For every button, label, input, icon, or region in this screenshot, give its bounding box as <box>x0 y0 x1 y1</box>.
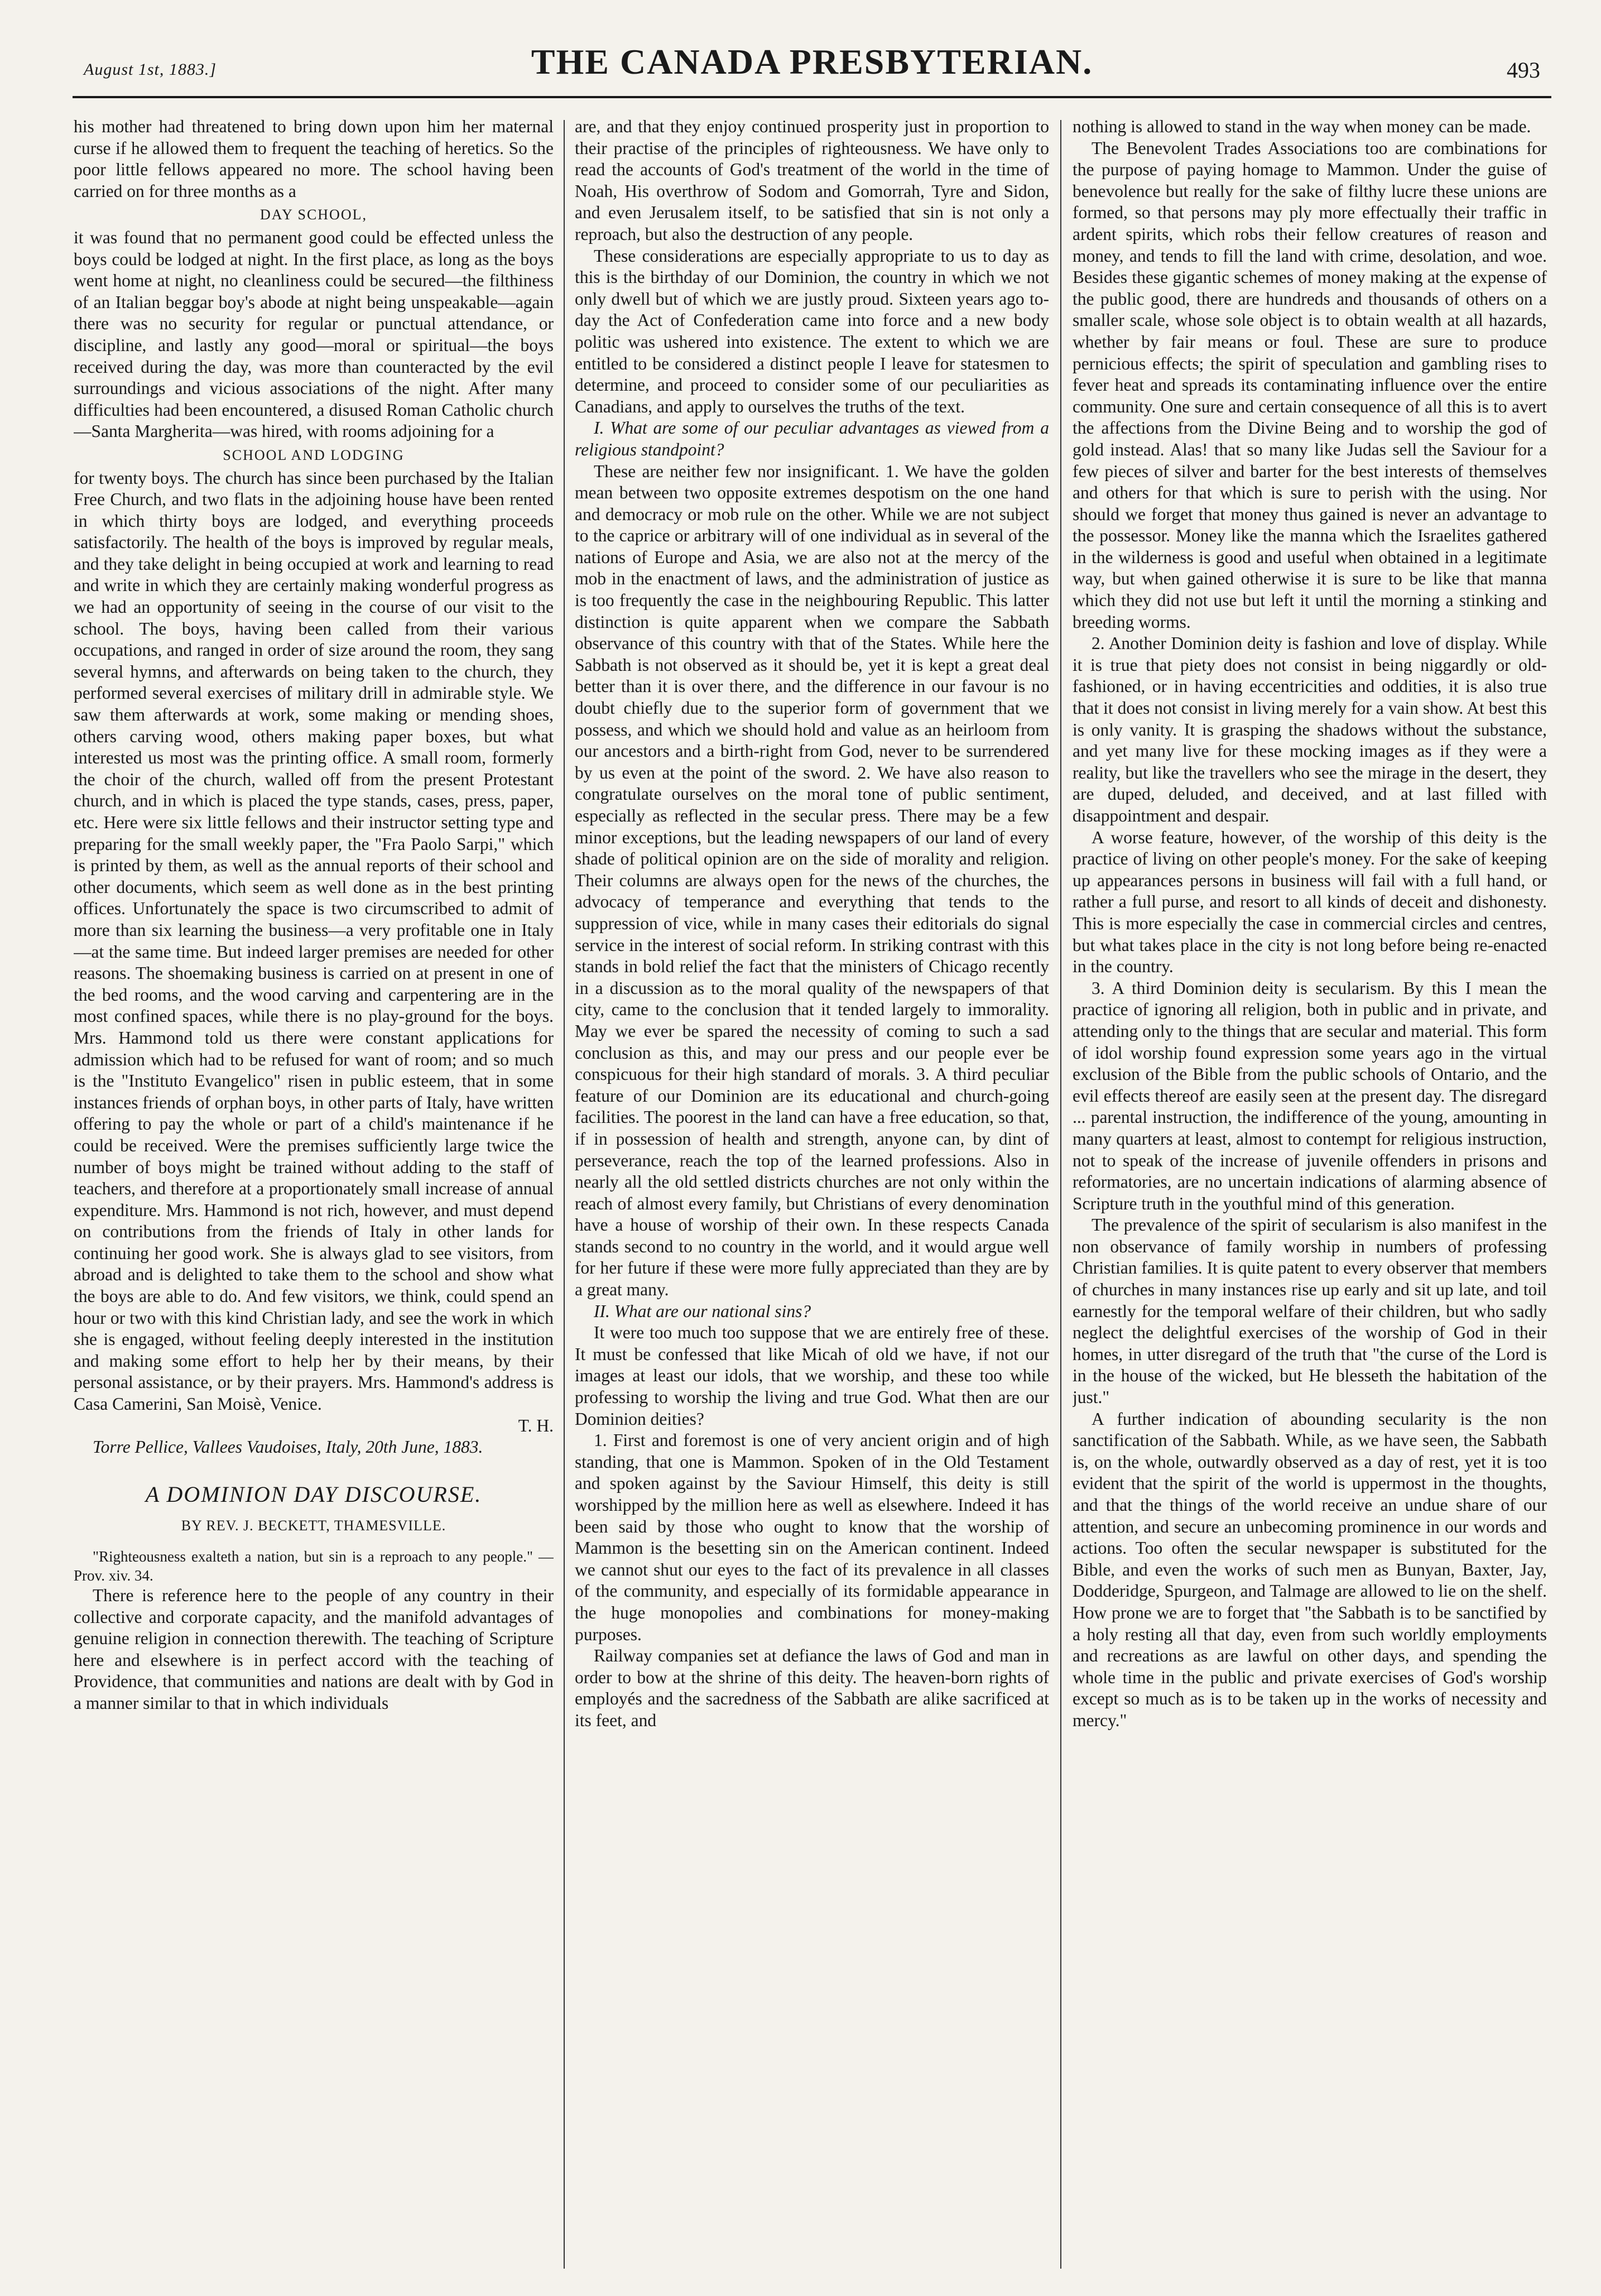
page-number: 493 <box>1507 57 1540 83</box>
paragraph: The Benevolent Trades Associations too are combinations for the purpose of paying homage to Mammon. Under the guise of benevolence but really for the sake of filthy lucre these unions are formed, so that persons may ply more effectually their traffic in ardent spirits, which robs their fellow creatures of reason and money, and tends to fill the land with crime, desolation, and woe. Besides these gigantic schemes of money making at the expense of the public good, there are hundreds and thousands of others on a smaller scale, whose sole object is to obtain wealth at all hazards, whether by fair means or foul. These are sure to produce pernicious effects; the spirit of speculation and gambling rises to fever heat and spreads its contaminating influence over the entire community. One sure and certain consequence of all this is to avert the affections from the Divine Being and to worship the god of gold instead. Alas! that so many like Judas sell the Saviour for a few pieces of silver and barter for the best interests of themselves and others for that which is sure to perish with the using. Nor should we forget that money thus gained is never an advantage to the possessor. Money like the manna which the Israelites gathered in the wilderness is good and useful when obtained in a legitimate way, but when gained otherwise it is sure to be like that manna which they did not use but left it until the morning a stinking and breeding worms. <box>1073 138 1547 632</box>
column-divider <box>1060 120 1061 2269</box>
column-right <box>1073 116 1547 2270</box>
newspaper-title: THE CANADA PRESBYTERIAN. <box>531 42 1093 81</box>
section-heading: I. What are some of our peculiar advantages as viewed from a religious standpoint? <box>575 418 1049 459</box>
author-initials: T. H. <box>518 1415 554 1435</box>
paragraph: These are neither few nor insignificant. 1. We have the golden mean between two opposite extremes despotism on the one hand and democracy or mob rule on the other. While we are not subject to the caprice or arbitrary will of one individual as in several of the nations of Europe and Asia, we are also not at the mercy of the mob in the enactment of laws, and the administration of justice as is too frequently the case in the neighbouring Republic. This latter distinction is quite apparent when we compare the Sabbath observance of this country with that of the States. While here the Sabbath is not observed as it should be, yet it is kept a great deal better than it is over there, and the difference in our favour is no doubt chiefly due to the superior form of government that we possess, and which we should hold and value as an heirloom from our ancestors and a birth-right from God, never to be surrendered by us even at the point of the sword. 2. We have also reason to congratulate ourselves on the moral tone of public sentiment, especially as reflected in the secular press. There may be a few minor exceptions, but the leading newspapers of our land of every shade of political opinion are on the side of morality and religion. Their columns are always open for the news of the churches, the advocacy of temperance and everything that tends to the suppression of vice, while in many cases their editorials do signal service in the interest of social reform. In striking contrast with this stands in bold relief the fact that the ministers of Chicago recently in a discussion as to the moral quality of the newspapers of that city, came to the conclusion that it tended largely to immorality. May we ever be spared the necessity of coming to such a sad conclusion as this, and may our press and our people ever be conspicuous for their high standard of morals. 3. A third peculiar feature of our Dominion are its educational and church-going facilities. The poorest in the land can have a free education, so that, if in possession of health and strength, anyone can, by dint of perseverance, reach the top of the learned professions. Also in nearly all the old settled districts churches are not only within the reach of almost every family, but Christians of every denomination have a house of worship of their own. In these respects Canada stands second to no country in the world, and it would argue well for her future if these were more fully appreciated than they are by a great many. <box>575 461 1049 1300</box>
paragraph: Railway companies set at defiance the laws of God and man in order to bow at the shrine of this deity. The heaven-born rights of employés and the sacredness of the Sabbath are alike sacrificed at its feet, and <box>575 1646 1049 1730</box>
paragraph: for twenty boys. The church has since been purchased by the Italian Free Church, and two flats in the adjoining house have been rented in which thirty boys are lodged, and everything proceeds satisfactorily. The health of the boys is improved by regular meals, and they take delight in being occupied at work and learning to read and write in which they are certainly making wonderful progress as we had an opportunity of seeing in the course of our visit to the school. The boys, having been called from their various occupations, and ranged in order of size around the room, they sang several hymns, and afterwards on being taken to the church, they performed several exercises of military drill in admirable style. We saw them afterwards at work, some making or mending shoes, others carving wood, others making paper boxes, but what interested us most was the printing office. A small room, formerly the choir of the church, walled off from the present Protestant church, and in which is placed the type stands, cases, press, paper, etc. Here were six little fellows and their instructor setting type and preparing for the small weekly paper, the "Fra Paolo Sarpi," which is printed by them, as well as the annual reports of their school and other documents, which seem as well done as in the best printing offices. Unfortunately the space is two circumscribed to admit of more than six learning the business—a very profitable one in Italy—at the same time. But indeed larger premises are needed for other reasons. The shoemaking business is carried on at present in one of the bed rooms, and the wood carving and carpentering are in the most confined spaces, while there is no play-ground for the boys. Mrs. Hammond told us there were constant applications for admission which had to be refused for want of room; and so much is the "Instituto Evangelico" risen in public esteem, that in some instances friends of orphan boys, in other parts of Italy, have written offering to pay the whole or part of a child's maintenance if he could be received. Were the premises sufficiently large twice the number of boys might be trained without adding to the staff of teachers, and therefore at a proportionately small increase of annual expenditure. Mrs. Hammond is not rich, however, and must depend on contributions from the friends of Italy in other lands for continuing her good work. She is always glad to see visitors, from abroad and is delighted to take them to the school and show what the boys are able to do. And few visitors, we think, could spend an hour or two with this kind Christian lady, and see the work in which she is engaged, without feeling deeply interested in the institution and making some effort to help her by their means, by their personal assistance, or by their prayers. Mrs. Hammond's address is Casa Camerini, San Moisè, Venice. <box>74 468 554 1414</box>
paragraph: nothing is allowed to stand in the way when money can be made. <box>1073 117 1531 136</box>
page-header <box>73 35 1551 98</box>
paragraph: 1. First and foremost is one of very ancient origin and of high standing, that one is Mammon. Spoken of in the Old Testament and spoken against by the Saviour Himself, this deity is still worshipped by the million here as well as elsewhere. Indeed it has been said by those who ought to know that the worship of Mammon is the besetting sin on the American continent. Indeed we cannot shut our eyes to the fact of its prevalence in all classes of the community, and especially of its formidable appearance in the huge monopolies and combinations for money-making purposes. <box>575 1430 1049 1644</box>
paragraph: 3. A third Dominion deity is secularism. By this I mean the practice of ignoring all religion, both in public and in private, and attending only to the things that are secular and material. This form of idol worship found expression some years ago in the virtual exclusion of the Bible from the public schools of Ontario, and the evil effects thereof are easily seen at the present day. The disregard ... parental instruction, the indifference of the young, amounting in many quarters at least, almost to contempt for religious instruction, not to speak of the increase of juvenile offenders in prisons and reformatories, are no uncertain indications of alarming absence of Scripture truth in the youthful mind of this generation. <box>1073 978 1547 1213</box>
subheading: SCHOOL AND LODGING <box>223 446 405 463</box>
dateline: Torre Pellice, Vallees Vaudoises, Italy, 20th June, 1883. <box>93 1437 483 1457</box>
paragraph: The prevalence of the spirit of secularism is also manifest in the non observance of family worship in numbers of professing Christian families. It is quite patent to every observer that members of churches in many instances rise up early and sit up late, and toil earnestly for the temporal welfare of their children, but who sadly neglect the delightful exercises of the worship of God in their homes, in utter disregard of the truth that "the curse of the Lord is in the house of the wicked, but He blesseth the habitation of the just." <box>1073 1215 1547 1408</box>
paragraph: A further indication of abounding secularity is the non sanctification of the Sabbath. While, as we have seen, the Sabbath is, on the whole, outwardly observed as a day of rest, yet it is too evident that the spirit of the world is uppermost in the thoughts, and that the things of the world receive an undue share of our attention, and secure an unbecoming prominence in our words and actions. Too often the secular newspaper is substituted for the Bible, and even the works of such men as Bunyan, Baxter, Jay, Dodderidge, Spurgeon, and Talmage are allowed to lie on the shelf. How prone we are to forget that "the Sabbath is to be sanctified by a holy resting all that day, even from such worldly employments and recreations as are lawful on other days, and spending the whole time in the public and private exercises of God's worship except so much as is to be taken up in the works of necessity and mercy." <box>1073 1409 1547 1730</box>
paragraph: There is reference here to the people of any country in their collective and corporate capacity, and the manifold advantages of genuine religion in connection therewith. The teaching of Scripture here and elsewhere is in perfect accord with the teaching of Providence, that communities and nations are dealt with by God in a manner similar to that in which individuals <box>74 1586 554 1713</box>
section-heading: II. What are our national sins? <box>594 1301 811 1321</box>
subheading: DAY SCHOOL, <box>260 206 367 223</box>
paragraph: are, and that they enjoy continued prosperity just in proportion to their practise of the principles of righteousness. We have only to read the accounts of God's treatment of the world in the time of Noah, His overthrow of Sodom and Gomorrah, Tyre and Sidon, and even Jerusalem itself, to be satisfied that sin is not only a reproach, but also the destruction of any people. <box>575 117 1049 244</box>
paragraph: 2. Another Dominion deity is fashion and love of display. While it is true that piety does not consist in being niggardly or old-fashioned, or in having eccentricities and oddities, it is also true that it does not consist in living merely for a vain show. At best this is only vanity. It is grasping the shadows without the substance, and yet many live for these mocking images as if they were a reality, but like the travellers who see the mirage in the desert, they are duped, deluded, and deceived, and at last filled with disappointment and despair. <box>1073 633 1547 825</box>
issue-date: August 1st, 1883.] <box>84 60 217 79</box>
paragraph: A worse feature, however, of the worship of this deity is the practice of living on other people's money. For the sake of keeping up appearances persons in business will fail with a full hand, or rather a full purse, and resort to all kinds of deceit and dishonesty. This is more especially the case in commercial circles and centres, but what takes place in the city is not long before being re-enacted in the country. <box>1073 827 1547 977</box>
column-divider <box>564 120 565 2269</box>
paragraph: It were too much too suppose that we are entirely free of these. It must be confessed that like Micah of old we have, if not our images at least our idols, that we worship, and these too while professing to worship the living and true God. What then are our Dominion deities? <box>575 1323 1049 1429</box>
column-left <box>74 116 554 2270</box>
column-middle <box>575 116 1049 2270</box>
article-title: A DOMINION DAY DISCOURSE. <box>145 1481 482 1507</box>
paragraph: his mother had threatened to bring down upon him her maternal curse if he allowed them to frequent the teaching of heretics. So the poor little fellows appeared no more. The school having been carried on for three months as a <box>74 117 554 201</box>
paragraph: These considerations are especially appropriate to us to day as this is the birthday of our Dominion, the country in which we not only dwell but of which we are justly proud. Sixteen years ago to-day the Act of Confederation came into force and a new body politic was ushered into existence. The extent to which we are entitled to be considered a distinct people I leave for statesmen to determine, and proceed to consider some of our peculiarities as Canadians, and apply to ourselves the truths of the text. <box>575 246 1049 416</box>
byline: BY REV. J. BECKETT, THAMESVILLE. <box>181 1517 446 1534</box>
paragraph: it was found that no permanent good could be effected unless the boys could be lodged at night. In the first place, as long as the boys went home at night, no cleanliness could be secured—the filthiness of an Italian beggar boy's abode at night being unspeakable—again there was no security for regular or punctual attendance, or discipline, and lastly any good—moral or spiritual—the boys received during the day, was more than counteracted by the evil surroundings and vicious associations of the night. After many difficulties had been encountered, a disused Roman Catholic church—Santa Margherita—was hired, with rooms adjoining for a <box>74 227 554 441</box>
epigraph: "Righteousness exalteth a nation, but sin is a reproach to any people." —Prov. xiv. 34. <box>74 1548 554 1584</box>
